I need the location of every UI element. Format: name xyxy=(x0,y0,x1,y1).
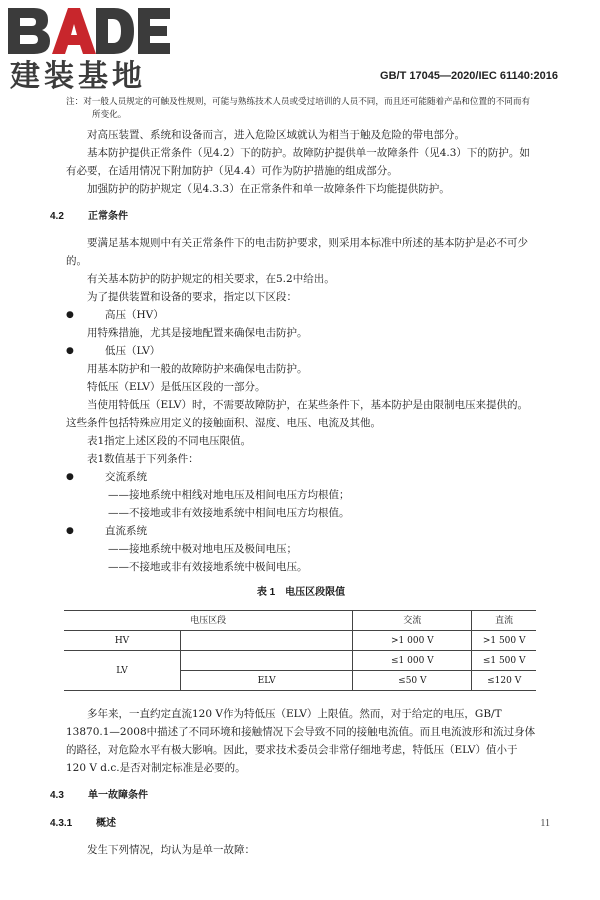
cell-dc: ≤1 500 V xyxy=(472,651,536,671)
header-voltage-range: 电压区段 xyxy=(64,611,353,631)
cell-empty xyxy=(181,631,353,651)
table-row xyxy=(64,631,536,651)
section-title: 单一故障条件 xyxy=(88,790,148,801)
sub-list-item: ——不接地或非有效接地系统中极间电压。 xyxy=(108,561,308,573)
list-item xyxy=(66,342,536,360)
header-ac: 交流 xyxy=(353,611,472,631)
section-heading-4-3 xyxy=(50,787,536,805)
paragraph: 用基本防护和一般的故障防护来确保电击防护。 xyxy=(87,363,308,375)
section-heading-4-3-1 xyxy=(50,815,536,833)
section-title: 概述 xyxy=(96,818,116,829)
cell-empty xyxy=(181,651,353,671)
bullet-dot-icon: ● xyxy=(66,472,74,482)
section-number: 4.2 xyxy=(50,211,64,222)
cell-ac: >1 000 V xyxy=(353,631,472,651)
paragraph: 基本防护提供正常条件（见4.2）下的防护。故障防护提供单一故障条件（见4.3）下的防护。如有必要，在适用情况下附加防护（见4.4）可作为防护措施的组成部分。 xyxy=(66,147,530,177)
section-number: 4.3 xyxy=(50,790,64,801)
cell-ac: ≤50 V xyxy=(353,671,472,691)
logo-tagline: 建装基地 xyxy=(10,59,146,92)
paragraph: 要满足基本规则中有关正常条件下的电击防护要求，则采用本标准中所述的基本防护是必不可少的。 xyxy=(66,237,528,267)
list-item-label: 高压（HV） xyxy=(105,309,164,321)
table-title: 表 1 电压区段限值 xyxy=(256,587,346,598)
standard-code: GB/T 17045—2020/IEC 61140:2016 xyxy=(380,70,558,82)
note-paragraph: 注：对一般人员规定的可触及性规则，可能与熟练技术人员或受过培训的人员不同，而且还可能随着产品和位置的不同而有所变化。 xyxy=(66,97,531,120)
cell-range-label: HV xyxy=(64,631,181,651)
section-heading-4-2 xyxy=(50,208,536,226)
paragraph: 为了提供装置和设备的要求，指定以下区段： xyxy=(87,291,297,303)
section-number: 4.3.1 xyxy=(50,818,73,829)
section-title: 正常条件 xyxy=(88,211,128,222)
list-item-label: 低压（LV） xyxy=(105,345,161,357)
paragraph: 对高压装置、系统和设备而言，进入危险区域就认为相当于触及危险的带电部分。 xyxy=(87,129,465,141)
cell-dc: ≤120 V xyxy=(472,671,536,691)
bullet-dot-icon: ● xyxy=(66,346,74,356)
list-item xyxy=(66,306,536,324)
paragraph: 多年来，一直约定直流120 V作为特低压（ELV）上限值。然而，对于给定的电压，GB/T 13870.1—2008中描述了不同环境和接触情况下会导致不同的接触电流值。而且电流波形和流过身体的路径，对危险水平有极大影响。因此，要求技术委员会非常仔细地考虑，特低压（ELV）值小于120 V d.c.是否对制定标准是必要的。 xyxy=(66,708,536,774)
paragraph: 加强防护的防护规定（见4.3.3）在正常条件和单一故障条件下均能提供防护。 xyxy=(87,183,450,195)
paragraph: 当使用特低压（ELV）时，不需要故障防护，在某些条件下，基本防护是由限制电压来提供的。这些条件包括特殊应用定义的接触面积、湿度、电压、电流及其他。 xyxy=(66,399,528,429)
paragraph: 发生下列情况，均认为是单一故障： xyxy=(87,844,255,856)
paragraph: 表1数值基于下列条件： xyxy=(87,453,199,465)
cell-dc: >1 500 V xyxy=(472,631,536,651)
list-item-label: 交流系统 xyxy=(105,471,147,483)
page-content xyxy=(50,96,536,859)
paragraph: 特低压（ELV）是低压区段的一部分。 xyxy=(87,381,266,393)
list-item-label: 直流系统 xyxy=(105,525,147,537)
header-dc: 直流 xyxy=(472,611,536,631)
list-item xyxy=(66,468,536,486)
bullet-dot-icon: ● xyxy=(66,526,74,536)
sub-list-item: ——接地系统中极对地电压及极间电压； xyxy=(108,543,297,555)
cell-sub-range-label: ELV xyxy=(181,671,353,691)
bullet-dot-icon: ● xyxy=(66,310,74,320)
table-row xyxy=(64,651,536,671)
list-item xyxy=(66,522,536,540)
voltage-range-table xyxy=(64,610,536,691)
page-number: 11 xyxy=(540,818,550,829)
paragraph: 表1指定上述区段的不同电压限值。 xyxy=(87,435,252,447)
paragraph: 有关基本防护的防护规定的相关要求，在5.2中给出。 xyxy=(87,273,335,285)
bade-logo xyxy=(4,4,174,92)
sub-list-item: ——不接地或非有效接地系统中相间电压方均根值。 xyxy=(108,507,350,519)
cell-ac: ≤1 000 V xyxy=(353,651,472,671)
cell-range-label: LV xyxy=(64,651,181,691)
sub-list-item: ——接地系统中相线对地电压及相间电压方均根值； xyxy=(108,489,350,501)
table-header-row xyxy=(64,611,536,631)
paragraph: 用特殊措施，尤其是接地配置来确保电击防护。 xyxy=(87,327,308,339)
